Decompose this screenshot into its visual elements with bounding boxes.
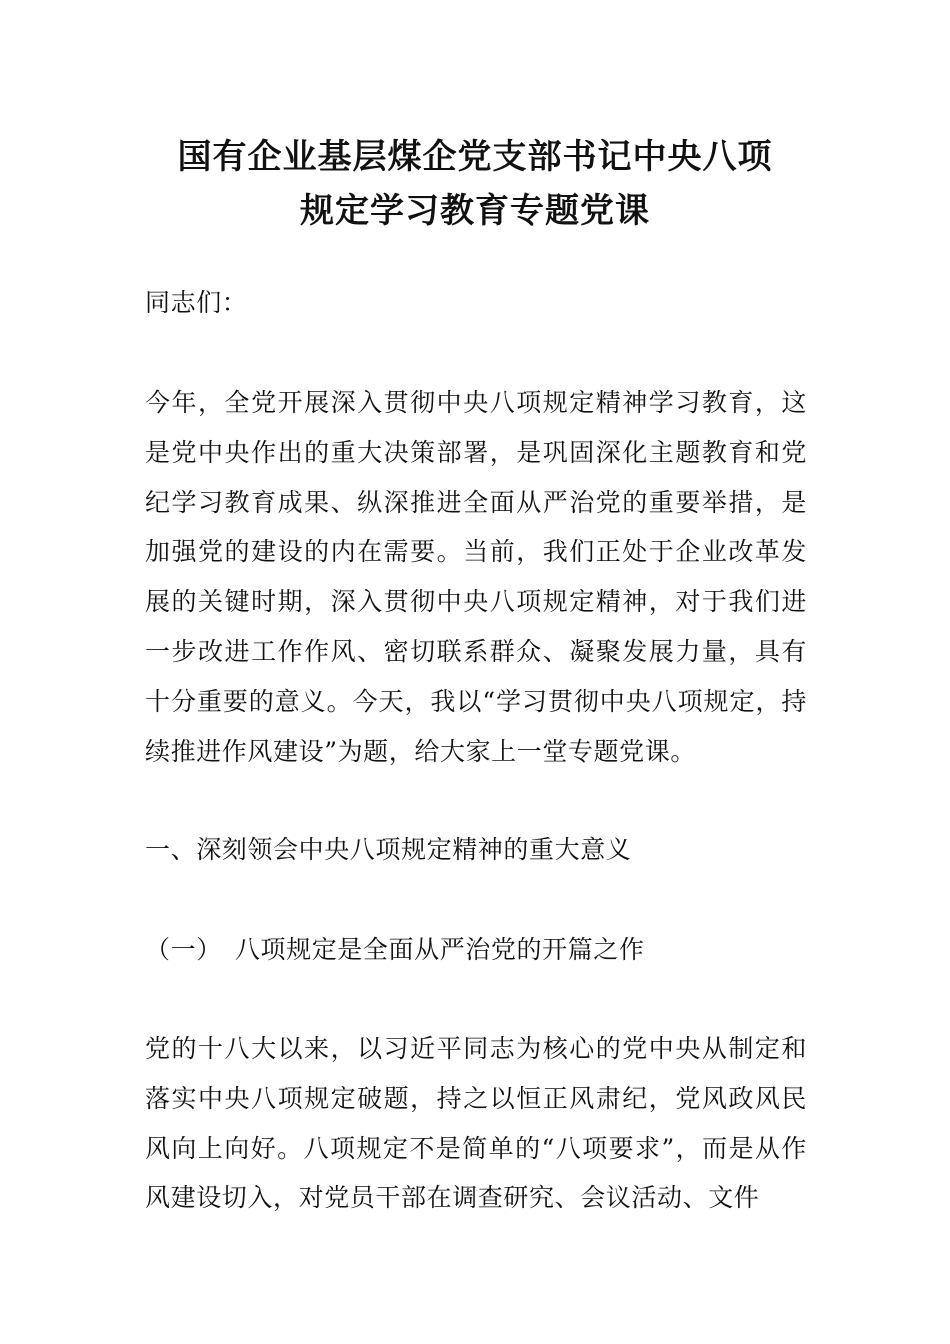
section-heading: 一、深刻领会中央八项规定精神的重大意义 xyxy=(145,835,632,864)
title-line-2: 规定学习教育专题党课 xyxy=(300,191,650,231)
subsection-heading: （一） 八项规定是全面从严治党的开篇之作 xyxy=(145,935,645,964)
intro-paragraph: 今年，全党开展深入贯彻中央八项规定精神学习教育，这是党中央作出的重大决策部署，是巩固深化主题教育和党纪学习教育成果、纵深推进全面从严治党的重要举措，是加强党的建设的内在需要。当前，我们正处于企业改革发展的关键时期，深入贯彻中央八项规定精神，对于我们进一步改进工作作风、密切联系群众、凝聚发展力量，具有十分重要的意义。今天，我以“学习贯彻中央八项规定，持续推进作风建设”为题，给大家上一堂专题党课。 xyxy=(145,388,807,766)
body-paragraph: 党的十八大以来，以习近平同志为核心的党中央从制定和落实中央八项规定破题，持之以恒正风肃纪，党风政风民风向上向好。八项规定不是简单的“八项要求”，而是从作风建设切入，对党员干部在调查研究、会议活动、文件 xyxy=(145,1034,807,1213)
title-line-1: 国有企业基层煤企党支部书记中央八项 xyxy=(177,137,773,177)
document-title xyxy=(110,130,840,238)
greeting: 同志们： xyxy=(145,288,248,317)
